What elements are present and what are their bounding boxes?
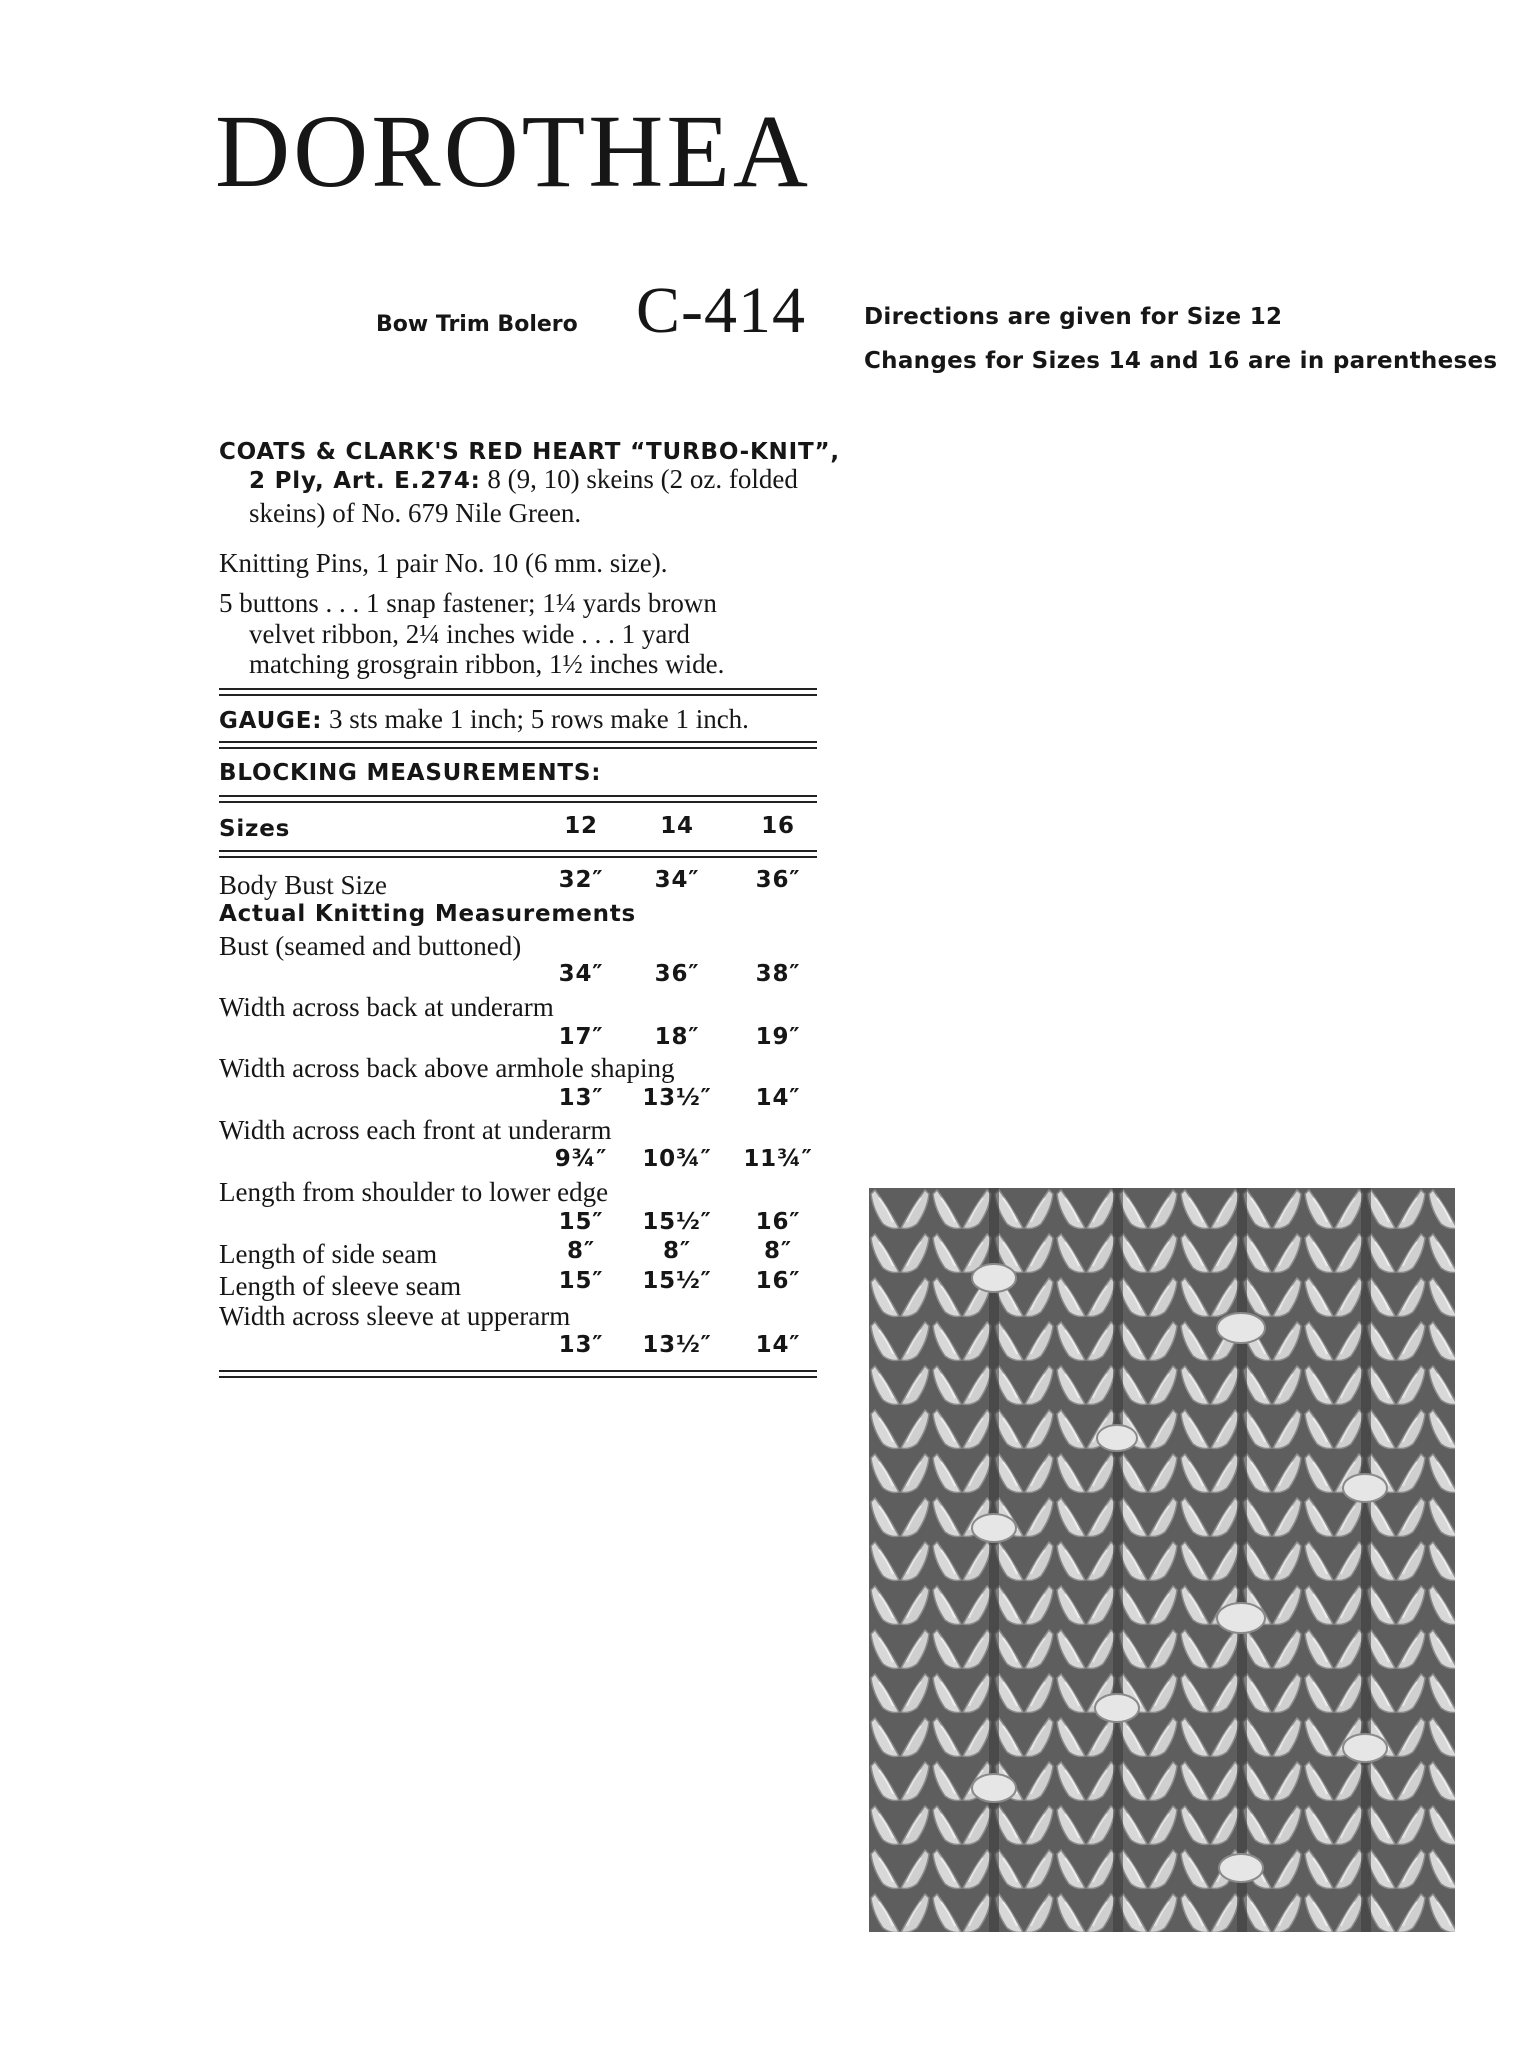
size-16: 16 [761,813,795,839]
back-underarm-label: Width across back at underarm [219,992,554,1022]
size-14: 14 [660,813,694,839]
directions-line-2: Changes for Sizes 14 and 16 are in parentheses [864,348,1498,374]
value-cell: 8″ [567,1238,595,1264]
front-underarm-label: Width across each front at underarm [219,1115,612,1145]
value-cell: 18″ [654,1024,700,1050]
value-cell: 34″ [558,961,604,987]
side-seam-label: Length of side seam [219,1239,438,1269]
length-shoulder-label: Length from shoulder to lower edge [219,1177,609,1207]
value-cell: 16″ [755,1209,801,1235]
knitting-pins: Knitting Pins, 1 pair No. 10 (6 mm. size). [219,548,668,578]
value-cell: 34″ [654,867,700,893]
value-cell: 15″ [558,1209,604,1235]
gauge [219,706,749,733]
value-cell: 13½″ [642,1085,712,1111]
pattern-title: DOROTHEA [215,94,811,209]
body-bust-label: Body Bust Size [219,870,388,900]
value-cell: 13½″ [642,1332,712,1358]
value-cell: 32″ [558,867,604,893]
gauge-text: 3 sts make 1 inch; 5 rows make 1 inch. [329,704,749,734]
value-cell: 15½″ [642,1268,712,1294]
value-cell: 15½″ [642,1209,712,1235]
divider [219,688,817,696]
yarn-text-1: 8 (9, 10) skeins (2 oz. folded [487,464,798,494]
bust-label: Bust (seamed and buttoned) [219,931,522,961]
value-cell: 16″ [755,1268,801,1294]
blocking-label: BLOCKING MEASUREMENTS: [219,760,602,786]
value-cell: 10¾″ [642,1146,712,1172]
value-cell: 13″ [558,1332,604,1358]
value-cell: 14″ [755,1085,801,1111]
value-cell: 9¾″ [554,1146,608,1172]
back-armhole-label: Width across back above armhole shaping [219,1053,675,1083]
value-cell: 17″ [558,1024,604,1050]
yarn-label: COATS & CLARK'S RED HEART “TURBO-KNIT”, [219,439,840,465]
value-cell: 8″ [764,1238,792,1264]
sleeve-upperarm-label: Width across sleeve at upperarm [219,1301,571,1331]
sleeve-seam-label: Length of sleeve seam [219,1271,462,1301]
divider [219,850,817,858]
value-cell: 13″ [558,1085,604,1111]
value-cell: 19″ [755,1024,801,1050]
divider [219,795,817,803]
value-cell: 38″ [755,961,801,987]
value-cell: 8″ [663,1238,691,1264]
yarn-text-2: skeins) of No. 679 Nile Green. [249,498,582,528]
notions-line-1: 5 buttons . . . 1 snap fastener; 1¼ yards brown [219,588,717,618]
value-cell: 11¾″ [743,1146,813,1172]
value-cell: 36″ [755,867,801,893]
notions-line-3: matching grosgrain ribbon, 1½ inches wide. [249,649,725,679]
divider [219,741,817,749]
yarn-line-2 [249,466,798,493]
directions-line-1: Directions are given for Size 12 [864,304,1283,330]
notions-line-2: velvet ribbon, 2¼ inches wide . . . 1 yard [249,619,690,649]
actual-measurements-label: Actual Knitting Measurements [219,901,637,927]
value-cell: 14″ [755,1332,801,1358]
knit-stitch-texture [869,1188,1455,1932]
size-12: 12 [564,813,598,839]
yarn-article-label: 2 Ply, Art. E.274: [249,468,481,494]
value-cell: 36″ [654,961,700,987]
divider [219,1370,817,1378]
sizes-label: Sizes [219,816,291,842]
pattern-code: C-414 [636,274,806,347]
gauge-label: GAUGE: [219,708,323,734]
pattern-subtitle: Bow Trim Bolero [376,312,578,337]
knit-swatch-photo [869,1188,1455,1932]
value-cell: 15″ [558,1268,604,1294]
